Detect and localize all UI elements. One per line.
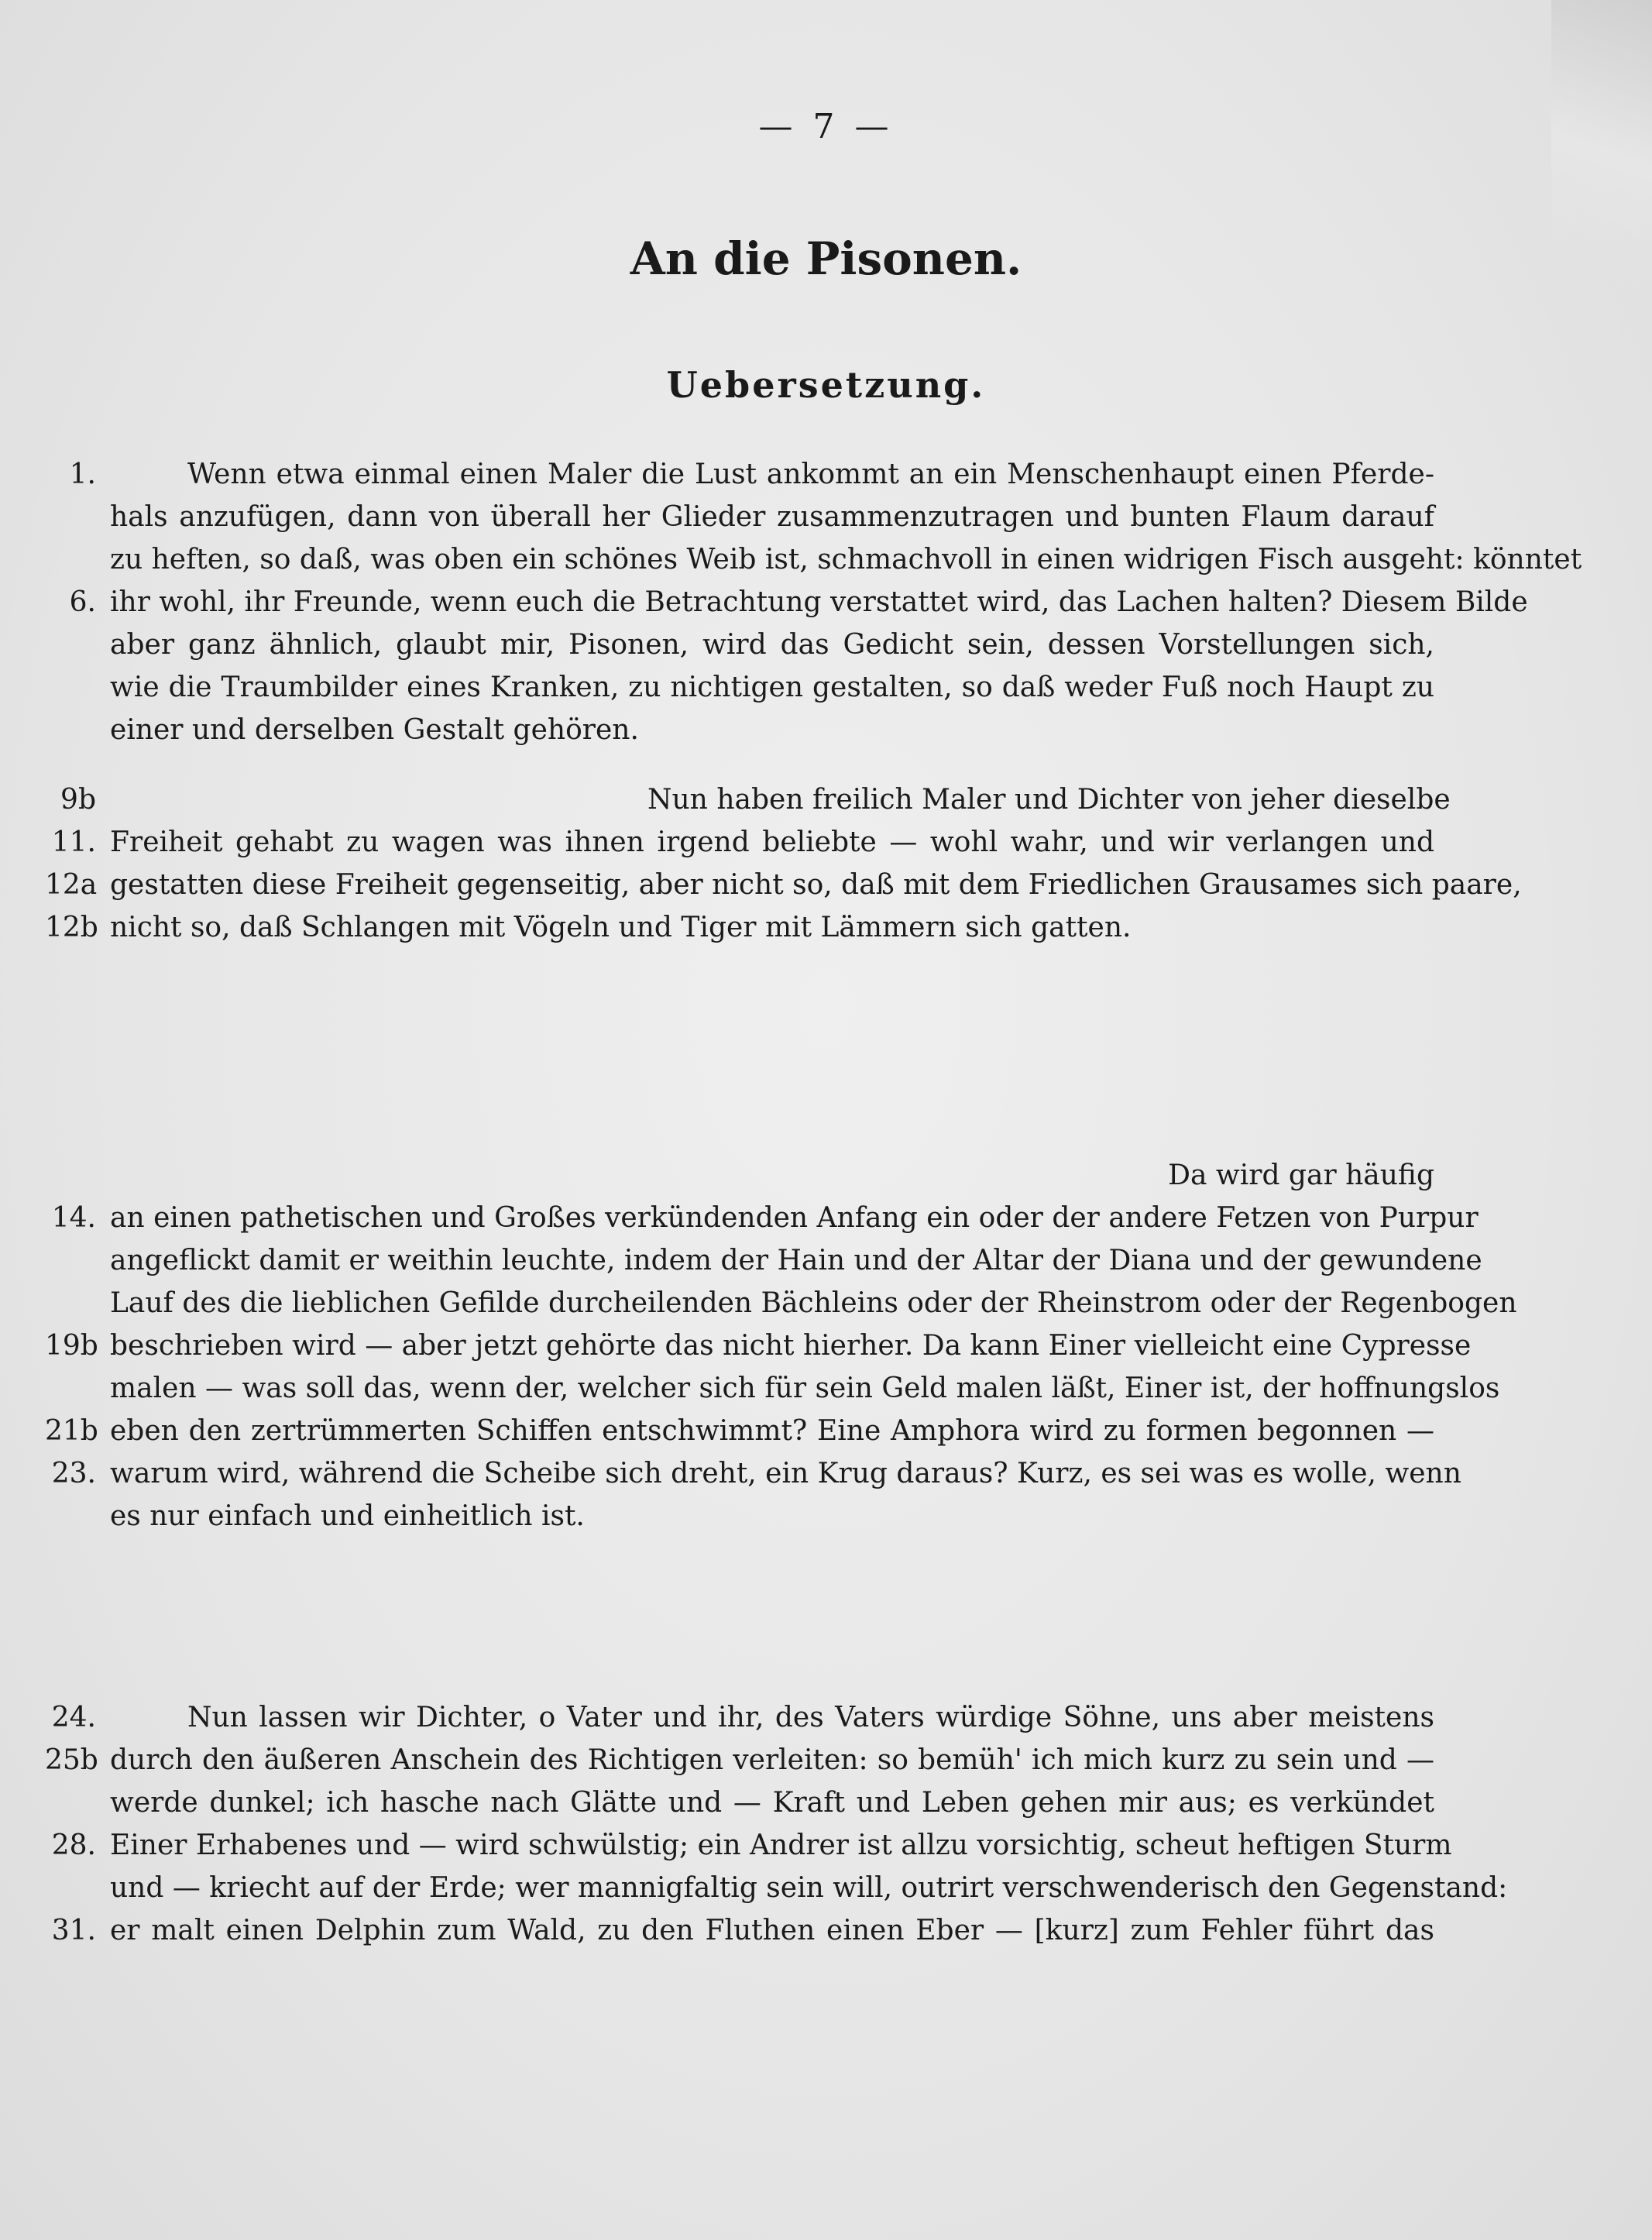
text-line: es nur einfach und einheitlich ist. bbox=[110, 1500, 585, 1532]
text-line: zu heften, so daß, was oben ein schönes Weib ist, schmachvoll in einen widrigen Fisch ausgeht: könntet bbox=[110, 544, 1582, 575]
text-line: an einen pathetischen und Großes verkündenden Anfang ein oder der andere Fetzen von Purpur bbox=[110, 1202, 1479, 1234]
text-line: aber ganz ähnlich, glaubt mir, Pisonen, wird das Gedicht sein, dessen Vorstellungen sich, bbox=[110, 629, 1434, 661]
text-line: ihr wohl, ihr Freunde, wenn euch die Betrachtung verstattet wird, das Lachen halten? Diesem Bilde bbox=[110, 586, 1528, 618]
line-number: 31. bbox=[51, 1915, 96, 1946]
text-line: Wenn etwa einmal einen Maler die Lust ankommt an ein Menschenhaupt einen Pferde- bbox=[187, 459, 1434, 490]
line-number bbox=[45, 1282, 96, 1325]
text-line: einer und derselben Gestalt gehören. bbox=[110, 714, 639, 746]
line-number: 21b bbox=[45, 1415, 98, 1447]
text-line: malen — was soll das, wenn der, welcher sich für sein Geld malen läßt, Einer ist, der hoffnungslos bbox=[110, 1373, 1500, 1404]
page-number: — 7 — bbox=[758, 107, 894, 146]
line-number: 24. bbox=[51, 1702, 96, 1733]
text-line: Nun lassen wir Dichter, o Vater und ihr, des Vaters würdige Söhne, uns aber meistens bbox=[187, 1702, 1434, 1733]
line-number bbox=[45, 496, 96, 539]
line-number: 23. bbox=[51, 1458, 96, 1489]
text-line: hals anzufügen, dann von überall her Glieder zusammenzutragen und bunten Flaum darauf bbox=[110, 501, 1434, 533]
line-number: 19b bbox=[45, 1330, 98, 1362]
line-number: 9b bbox=[60, 784, 96, 816]
text-line: durch den äußeren Anschein des Richtigen verleiten: so bemüh' ich mich kurz zu sein und — bbox=[110, 1744, 1434, 1776]
text-line: er malt einen Delphin zum Wald, zu den Fluthen einen Eber — [kurz] zum Fehler führt das bbox=[110, 1915, 1434, 1946]
text-line: warum wird, während die Scheibe sich dreht, ein Krug daraus? Kurz, es sei was es wolle, wenn bbox=[110, 1458, 1461, 1489]
line-number: 28. bbox=[51, 1829, 96, 1861]
line-number: 25b bbox=[45, 1744, 98, 1776]
line-number: 14. bbox=[51, 1202, 96, 1234]
text-line: gestatten diese Freiheit gegenseitig, aber nicht so, daß mit dem Friedlichen Grausames sich paare, bbox=[110, 869, 1522, 901]
line-number bbox=[45, 624, 96, 667]
text-line: Einer Erhabenes und — wird schwülstig; ein Andrer ist allzu vorsichtig, scheut heftigen Sturm bbox=[110, 1829, 1452, 1861]
section-heading: Uebersetzung. bbox=[666, 364, 986, 406]
line-number bbox=[45, 538, 96, 582]
page-title: An die Pisonen. bbox=[630, 232, 1022, 285]
text-line: Nun haben freilich Maler und Dichter von jeher dieselbe bbox=[647, 784, 1451, 816]
text-line: angeflickt damit er weithin leuchte, indem der Hain und der Altar der Diana und der gewundene bbox=[110, 1245, 1482, 1276]
text-line: Lauf des die lieblichen Gefilde durcheilenden Bächleins oder der Rheinstrom oder der Regenbogen bbox=[110, 1287, 1517, 1319]
text-line: Freiheit gehabt zu wagen was ihnen irgend beliebte — wohl wahr, und wir verlangen und bbox=[110, 826, 1434, 858]
text-line: eben den zertrümmerten Schiffen entschwimmt? Eine Amphora wird zu formen begonnen — bbox=[110, 1415, 1434, 1447]
line-number bbox=[45, 1781, 96, 1825]
line-number bbox=[45, 1867, 96, 1910]
text-line: wie die Traumbilder eines Kranken, zu nichtigen gestalten, so daß weder Fuß noch Haupt zu bbox=[110, 672, 1434, 703]
text-line: werde dunkel; ich hasche nach Glätte und — Kraft und Leben gehen mir aus; es verkündet bbox=[110, 1787, 1434, 1819]
line-number bbox=[45, 709, 96, 752]
text-line: nicht so, daß Schlangen mit Vögeln und Tiger mit Lämmern sich gatten. bbox=[110, 912, 1132, 943]
line-number: 12a bbox=[45, 869, 98, 901]
line-number: 11. bbox=[51, 826, 96, 858]
text-line: Da wird gar häufig bbox=[1168, 1160, 1434, 1191]
text-line: und — kriecht auf der Erde; wer mannigfaltig sein will, outrirt verschwenderisch den Gegenstand: bbox=[110, 1872, 1508, 1904]
line-number bbox=[45, 666, 96, 709]
line-number bbox=[45, 1367, 96, 1410]
line-number bbox=[45, 1239, 96, 1283]
text-line: beschrieben wird — aber jetzt gehörte das nicht hierher. Da kann Einer vielleicht eine Cypresse bbox=[110, 1330, 1472, 1362]
line-number bbox=[45, 1495, 96, 1538]
line-number: 12b bbox=[45, 912, 98, 943]
torn-corner bbox=[1551, 0, 1652, 387]
line-number: 6. bbox=[69, 586, 96, 618]
line-number bbox=[45, 1154, 96, 1197]
line-number: 1. bbox=[69, 459, 96, 490]
